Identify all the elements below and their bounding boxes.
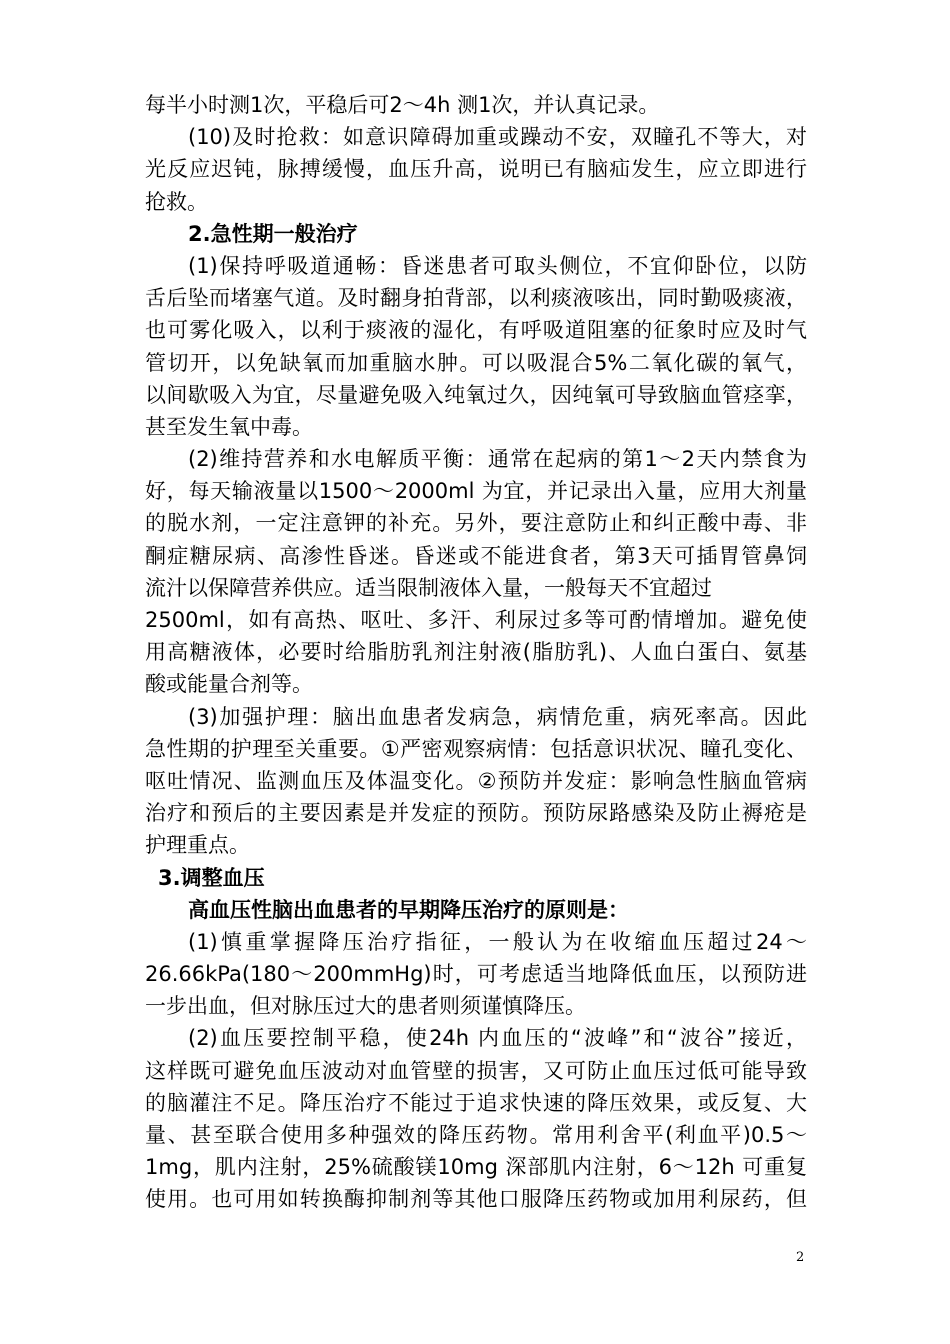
text-line: 急性期的护理至关重要。①严密观察病情：包括意识状况、瞳孔变化、 — [145, 736, 807, 761]
page-number: 2 — [796, 1250, 805, 1265]
text-line: 流汁以保障营养供应。适当限制液体入量，一般每天不宜超过 — [145, 575, 712, 600]
text-line: 也可雾化吸入，以利于痰液的湿化，有呼吸道阻塞的征象时应及时气 — [145, 318, 807, 343]
text-line: (1)保持呼吸道通畅：昏迷患者可取头侧位，不宜仰卧位，以防 — [188, 253, 807, 278]
text-line: 治疗和预后的主要因素是并发症的预防。预防尿路感染及防止褥疮是 — [145, 801, 807, 826]
text-line: (2)维持营养和水电解质平衡：通常在起病的第1～2天内禁食为 — [188, 447, 807, 472]
text-line: 舌后坠而堵塞气道。及时翻身拍背部，以利痰液咳出，同时勤吸痰液， — [145, 286, 807, 311]
text-line: (2)血压要控制平稳，使24h 内血压的“波峰”和“波谷”接近， — [188, 1026, 807, 1051]
text-line: 这样既可避免血压波动对血管壁的损害，又可防止血压过低可能导致 — [145, 1058, 807, 1083]
text-line: 管切开，以免缺氧而加重脑水肿。可以吸混合5%二氧化碳的氧气， — [145, 350, 807, 375]
text-line: 一步出血，但对脉压过大的患者则须谨慎降压。 — [145, 994, 586, 1019]
text-line: 酸或能量合剂等。 — [145, 672, 313, 697]
section-heading: 2.急性期一般治疗 — [188, 221, 358, 246]
text-line: 呕吐情况、监测血压及体温变化。②预防并发症：影响急性脑血管病 — [145, 768, 807, 793]
text-line: 量、甚至联合使用多种强效的降压药物。常用利舍平(利血平)0.5～ — [145, 1123, 807, 1147]
text-line: 好，每天输液量以1500～2000ml 为宜，并记录出入量，应用大剂量 — [145, 479, 807, 504]
text-line: 使用。也可用如转换酶抑制剂等其他口服降压药物或加用利尿药，但 — [145, 1187, 807, 1212]
section-heading: 3.调整血压 — [158, 865, 265, 890]
text-line: 的脱水剂，一定注意钾的补充。另外，要注意防止和纠正酸中毒、非 — [145, 511, 807, 536]
text-line: 每半小时测1次，平稳后可2～4h 测1次，并认真记录。 — [145, 93, 660, 117]
text-line: (10)及时抢救：如意识障碍加重或躁动不安，双瞳孔不等大，对 — [188, 125, 807, 150]
text-line: (1)慎重掌握降压治疗指征，一般认为在收缩血压超过24～ — [188, 929, 807, 954]
text-line: 2500ml，如有高热、呕吐、多汗、利尿过多等可酌情增加。避免使 — [145, 608, 807, 632]
text-line: 光反应迟钝，脉搏缓慢，血压升高，说明已有脑疝发生，应立即进行 — [145, 157, 807, 182]
text-line: (3)加强护理：脑出血患者发病急，病情危重，病死率高。因此 — [188, 704, 807, 729]
text-line: 的脑灌注不足。降压治疗不能过于追求快速的降压效果，或反复、大 — [145, 1090, 807, 1115]
text-line: 酮症糖尿病、高渗性昏迷。昏迷或不能进食者，第3天可插胃管鼻饲 — [145, 543, 807, 568]
body-text — [145, 89, 807, 1216]
section-heading: 高血压性脑出血患者的早期降压治疗的原则是： — [188, 897, 629, 922]
text-line: 甚至发生氧中毒。 — [145, 414, 313, 439]
text-line: 用高糖液体，必要时给脂肪乳剂注射液(脂肪乳)、人血白蛋白、氨基 — [145, 640, 807, 665]
text-line: 以间歇吸入为宜，尽量避免吸入纯氧过久，因纯氧可导致脑血管痉挛， — [145, 382, 807, 407]
text-line: 护理重点。 — [145, 833, 250, 858]
text-line: 1mg，肌内注射，25%硫酸镁10mg 深部肌内注射，6～12h 可重复 — [145, 1155, 807, 1180]
text-line: 抢救。 — [145, 189, 208, 214]
text-line: 26.66kPa(180～200mmHg)时，可考虑适当地降低血压，以预防进 — [145, 962, 807, 987]
